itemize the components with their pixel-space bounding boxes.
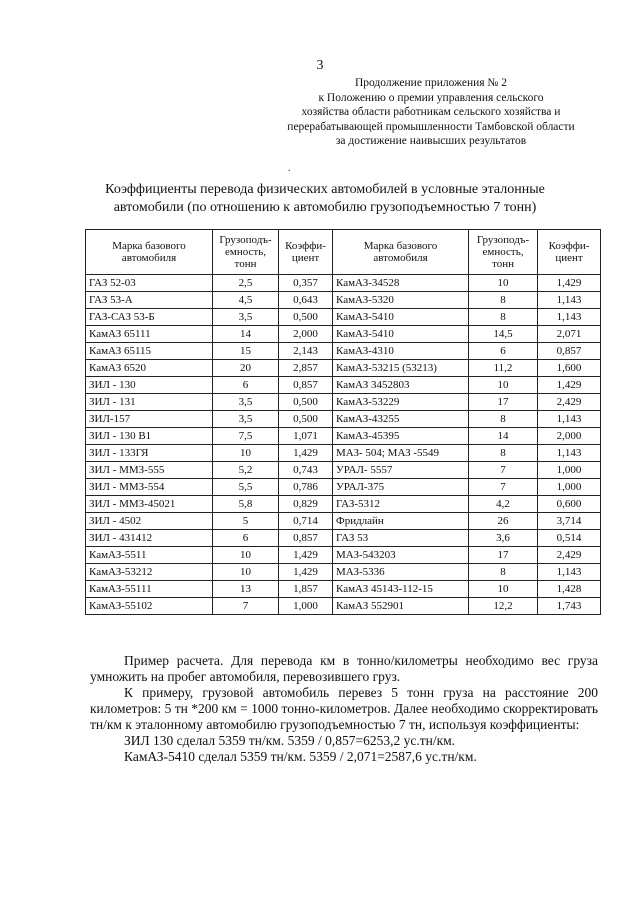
appendix-line: хозяйства области работникам сельского хозяйства и [301,106,561,118]
appendix-line: Продолжение приложения № 2 [354,77,508,89]
coefficient-cell: 0,786 [279,479,333,496]
capacity-cell: 14 [213,326,279,343]
brand-cell: КамАЗ-53212 [86,564,213,581]
capacity-cell: 2,5 [213,275,279,292]
brand-cell: КамАЗ-5410 [333,326,469,343]
capacity-cell: 6 [213,530,279,547]
coefficient-cell: 1,857 [279,581,333,598]
brand-cell: КамАЗ 45143-112-15 [333,581,469,598]
coefficient-cell: 0,714 [279,513,333,530]
brand-cell: КамАЗ-53215 (53213) [333,360,469,377]
coefficient-cell: 2,429 [538,547,601,564]
brand-cell: ГАЗ-САЗ 53-Б [86,309,213,326]
brand-cell: ЗИЛ - ММЗ-555 [86,462,213,479]
brand-cell: ЗИЛ - 130 В1 [86,428,213,445]
capacity-cell: 7 [469,462,538,479]
capacity-cell: 10 [213,564,279,581]
coefficient-cell: 0,500 [279,309,333,326]
capacity-cell: 10 [469,581,538,598]
coefficient-cell: 1,143 [538,411,601,428]
table-row [86,343,601,360]
appendix-line: перерабатывающей промышленности Тамбовской области [287,120,575,133]
brand-cell: КамАЗ-5511 [86,547,213,564]
capacity-cell: 20 [213,360,279,377]
brand-cell: МАЗ- 504; МАЗ -5549 [333,445,469,462]
brand-cell: КамАЗ-53229 [333,394,469,411]
brand-cell: МАЗ-5336 [333,564,469,581]
capacity-cell: 3,5 [213,411,279,428]
capacity-cell: 4,5 [213,292,279,309]
header-coefficient: Коэффи- циент [538,230,601,275]
capacity-cell: 4,2 [469,496,538,513]
capacity-cell: 10 [469,377,538,394]
table-row [86,309,601,326]
example-kamaz: КамАЗ-5410 сделал 5359 тн/км. 5359 / 2,071=2587,6 ус.тн/км. [124,749,477,764]
example-zil: ЗИЛ 130 сделал 5359 тн/км. 5359 / 0,857=6253,2 ус.тн/км. [124,733,456,748]
coefficient-cell: 1,071 [279,428,333,445]
coefficient-cell: 2,071 [538,326,601,343]
brand-cell: КамАЗ-5320 [333,292,469,309]
brand-cell: ЗИЛ - 130 [86,377,213,394]
coefficient-cell: 0,643 [279,292,333,309]
capacity-cell: 8 [469,309,538,326]
coefficient-cell: 1,143 [538,445,601,462]
appendix-line: за достижение наивысших результатов [335,135,527,147]
table-row [86,496,601,513]
capacity-cell: 7 [213,598,279,615]
brand-cell: МАЗ-543203 [333,547,469,564]
capacity-cell: 13 [213,581,279,598]
capacity-cell: 12,2 [469,598,538,615]
coefficient-cell: 0,357 [279,275,333,292]
brand-cell: Фридлайн [333,513,469,530]
table-row [86,326,601,343]
coefficient-cell: 2,000 [279,326,333,343]
capacity-cell: 6 [213,377,279,394]
capacity-cell: 8 [469,292,538,309]
calc-example-paragraph: Пример расчета. Для перевода км в тонно/километры необходимо вес груза умножить на пробег автомобиля, перевозившего груз. [90,653,598,684]
brand-cell: КамАЗ 65115 [86,343,213,360]
brand-cell: УРАЛ- 5557 [333,462,469,479]
brand-cell: КамАЗ-45395 [333,428,469,445]
coefficient-cell: 1,000 [279,598,333,615]
brand-cell: ГАЗ 52-03 [86,275,213,292]
table-row [86,547,601,564]
table-row [86,445,601,462]
table-row [86,530,601,547]
coefficient-cell: 1,428 [538,581,601,598]
brand-cell: КамАЗ 3452803 [333,377,469,394]
coefficient-cell: 1,429 [538,377,601,394]
brand-cell: ЗИЛ - ММЗ-45021 [86,496,213,513]
coefficient-cell: 2,143 [279,343,333,360]
brand-cell: ЗИЛ - 4502 [86,513,213,530]
coefficient-cell: 1,429 [279,564,333,581]
coefficient-cell: 0,829 [279,496,333,513]
table-row [86,462,601,479]
coefficient-cell: 1,143 [538,292,601,309]
brand-cell: ЗИЛ-157 [86,411,213,428]
brand-cell: ЗИЛ - 131 [86,394,213,411]
capacity-cell: 7 [469,479,538,496]
header-brand: Марка базового автомобиля [333,230,469,275]
table-header-row [86,230,601,275]
title-line: автомобили (по отношению к автомобилю грузоподъемностью 7 тонн) [113,200,537,215]
brand-cell: КамАЗ 65111 [86,326,213,343]
coefficient-cell: 1,429 [279,445,333,462]
table-row [86,411,601,428]
table-row [86,598,601,615]
coefficient-cell: 1,429 [279,547,333,564]
brand-cell: КамАЗ-55102 [86,598,213,615]
table-row [86,292,601,309]
capacity-cell: 8 [469,564,538,581]
capacity-cell: 14,5 [469,326,538,343]
capacity-cell: 17 [469,547,538,564]
coefficient-cell: 1,143 [538,564,601,581]
table-row [86,479,601,496]
brand-cell: КамАЗ-55111 [86,581,213,598]
table-row [86,394,601,411]
header-brand: Марка базового автомобиля [86,230,213,275]
coefficient-cell: 3,714 [538,513,601,530]
capacity-cell: 5,8 [213,496,279,513]
brand-cell: ЗИЛ - ММЗ-554 [86,479,213,496]
coefficient-cell: 2,857 [279,360,333,377]
capacity-cell: 15 [213,343,279,360]
capacity-cell: 3,5 [213,309,279,326]
brand-cell: ГАЗ 53-А [86,292,213,309]
capacity-cell: 10 [213,547,279,564]
capacity-cell: 5,2 [213,462,279,479]
brand-cell: ЗИЛ - 133ГЯ [86,445,213,462]
capacity-cell: 8 [469,411,538,428]
table-row [86,428,601,445]
document-title [90,181,560,217]
brand-cell: КамАЗ 552901 [333,598,469,615]
coefficients-table [85,229,601,615]
appendix-line: к Положению о премии управления сельского [318,91,544,104]
brand-cell: КамАЗ-43255 [333,411,469,428]
table-row [86,360,601,377]
capacity-cell: 10 [213,445,279,462]
capacity-cell: 6 [469,343,538,360]
brand-cell: УРАЛ-375 [333,479,469,496]
coefficient-cell: 1,743 [538,598,601,615]
coefficient-cell: 0,857 [279,377,333,394]
brand-cell: КамАЗ-5410 [333,309,469,326]
table-row [86,564,601,581]
appendix-header [258,76,604,149]
title-line: Коэффициенты перевода физических автомобилей в условные эталонные [105,182,545,197]
coefficient-cell: 0,514 [538,530,601,547]
capacity-cell: 3,5 [213,394,279,411]
header-capacity: Грузоподъ- емность, тонн [469,230,538,275]
page-number: 3 [316,58,324,73]
calc-detail-paragraph: К примеру, грузовой автомобиль перевез 5 тонн груза на расстояние 200 километров: 5 тн *200 км = 1000 тонно-километров. Далее необходимо скорректировать тн/км к эталонному автомобилю грузоподъемностью 7 тн, используя коэффициенты: [90,685,598,732]
coefficient-cell: 2,429 [538,394,601,411]
coefficient-cell: 2,000 [538,428,601,445]
table-row [86,275,601,292]
header-coefficient: Коэффи- циент [279,230,333,275]
coefficient-cell: 1,143 [538,309,601,326]
brand-cell: ЗИЛ - 431412 [86,530,213,547]
coefficient-cell: 1,600 [538,360,601,377]
capacity-cell: 26 [469,513,538,530]
capacity-cell: 7,5 [213,428,279,445]
coefficient-cell: 0,500 [279,411,333,428]
coefficient-cell: 1,000 [538,462,601,479]
brand-cell: ГАЗ 53 [333,530,469,547]
coefficient-cell: 1,000 [538,479,601,496]
capacity-cell: 17 [469,394,538,411]
coefficient-cell: 0,743 [279,462,333,479]
capacity-cell: 10 [469,275,538,292]
stray-dot: . [288,163,291,174]
brand-cell: КамАЗ-34528 [333,275,469,292]
brand-cell: КамАЗ 6520 [86,360,213,377]
coefficient-cell: 0,600 [538,496,601,513]
brand-cell: КамАЗ-4310 [333,343,469,360]
coefficient-cell: 0,857 [279,530,333,547]
capacity-cell: 14 [469,428,538,445]
capacity-cell: 5,5 [213,479,279,496]
body-text [90,653,598,765]
table-row [86,581,601,598]
capacity-cell: 3,6 [469,530,538,547]
capacity-cell: 8 [469,445,538,462]
coefficient-cell: 0,857 [538,343,601,360]
brand-cell: ГАЗ-5312 [333,496,469,513]
coefficient-cell: 0,500 [279,394,333,411]
capacity-cell: 11,2 [469,360,538,377]
table-row [86,377,601,394]
header-capacity: Грузоподъ- емность, тонн [213,230,279,275]
capacity-cell: 5 [213,513,279,530]
coefficient-cell: 1,429 [538,275,601,292]
table-row [86,513,601,530]
